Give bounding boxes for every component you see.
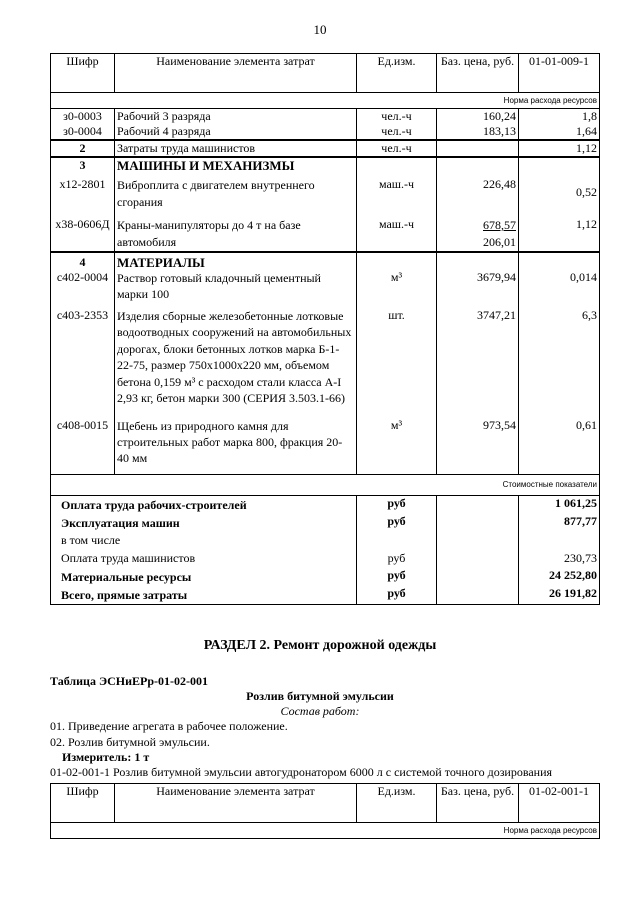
header-unit: Ед.изм.: [357, 54, 437, 93]
cost-row: в том числе: [51, 532, 600, 548]
header-price: Баз. цена, руб.: [437, 54, 519, 93]
header-name: Наименование элемента затрат: [115, 784, 357, 823]
table-label: Таблица ЭСНиЕРр-01-02-001: [50, 674, 209, 688]
table-row: 2 Затраты труда машинистов чел.-ч 1,12: [51, 140, 600, 157]
norma-label: Норма расхода ресурсов: [51, 823, 600, 839]
header-price: Баз. цена, руб.: [437, 784, 519, 823]
norma-label: Норма расхода ресурсов: [51, 93, 600, 109]
table-row: х38-0606Д Краны-манипуляторы до 4 т на базе автомобиля маш.-ч 678,57 206,01 1,12: [51, 211, 600, 252]
page-number: 10: [313, 22, 327, 37]
cost-row: Оплата труда машинистов руб 230,73: [51, 548, 600, 568]
cost-row: Всего, прямые затраты руб 26 191,82: [51, 586, 600, 605]
table-row: х12-2801 Виброплита с двигателем внутреннего сгорания маш.-ч 226,48 0,52: [51, 173, 600, 211]
subtitle: Розлив битумной эмульсии: [246, 689, 394, 703]
table-row: 3 МАШИНЫ И МЕХАНИЗМЫ: [51, 157, 600, 173]
table-row: з0-0003 Рабочий 3 разряда чел.-ч 160,24 1,8: [51, 109, 600, 125]
work-step-2: 02. Розлив битумной эмульсии.: [50, 735, 210, 749]
work-step-1: 01. Приведение агрегата в рабочее положение.: [50, 719, 288, 733]
header-unit: Ед.изм.: [357, 784, 437, 823]
cost-label: Стоимостные показатели: [51, 475, 600, 496]
resource-table-2: [50, 783, 600, 839]
item-line: 01-02-001-1 Розлив битумной эмульсии автогудронатором 6000 л с системой точного дозирования: [50, 765, 553, 779]
header-norm-code: 01-02-001-1: [519, 784, 600, 823]
table-row: с402-0004 Раствор готовый кладочный цементный марки 100 м³ 3679,94 0,014: [51, 270, 600, 302]
header-code: Шифр: [51, 54, 115, 93]
cost-row: Оплата труда рабочих-строителей руб 1 061,25: [51, 496, 600, 515]
table-row: з0-0004 Рабочий 4 разряда чел.-ч 183,13 1,64: [51, 124, 600, 140]
header-norm-code: 01-01-009-1: [519, 54, 600, 93]
header-name: Наименование элемента затрат: [115, 54, 357, 93]
table-row: с408-0015 Щебень из природного камня для строительных работ марка 800, фракция 20-40 мм м³ 973,54 0,61: [51, 406, 600, 475]
cost-row: Эксплуатация машин руб 877,77: [51, 514, 600, 532]
header-code: Шифр: [51, 784, 115, 823]
section-title: РАЗДЕЛ 2. Ремонт дорожной одежды: [203, 638, 437, 653]
resource-table-1: [50, 53, 600, 605]
table-row: с403-2353 Изделия сборные железобетонные лотковые водоотводных сооружений на автомобильных дорогах, блоки бетонных лотков марка Б-1-22-75, размер 750х1000х220 мм, объемом бетона 0,159 м³ с расходом стали класса А-I 2,93 кг, бетон марки 300 (СЕРИЯ 3.503.1-66) шт. 3747,21 6,3: [51, 302, 600, 406]
table-row: 4 МАТЕРИАЛЫ: [51, 252, 600, 270]
table-header-row: [51, 784, 600, 823]
table-header-row: [51, 54, 600, 93]
composition-heading: Состав работ:: [280, 704, 360, 718]
meter: Измеритель: 1 т: [62, 750, 150, 764]
cost-row: Материальные ресурсы руб 24 252,80: [51, 568, 600, 586]
